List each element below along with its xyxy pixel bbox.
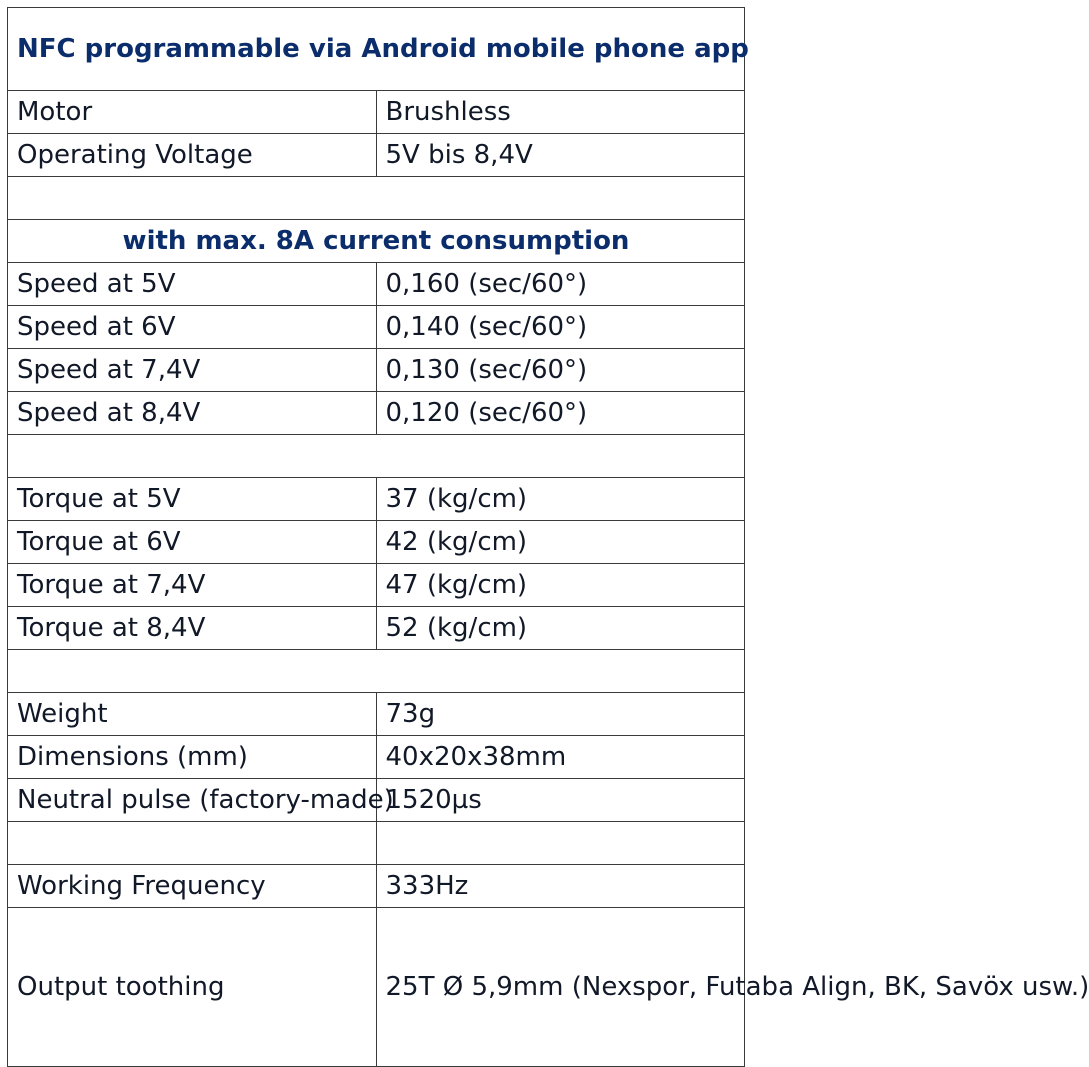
row-value: 52 (kg/cm) <box>376 607 745 650</box>
table-row <box>8 8 745 91</box>
table-row <box>8 392 745 435</box>
row-value: 25T Ø 5,9mm (Nexspor, Futaba Align, BK, Savöx usw.) <box>376 908 745 1067</box>
row-value: 5V bis 8,4V <box>376 134 745 177</box>
spacer-row <box>8 650 745 693</box>
table-row <box>8 349 745 392</box>
section-header: with max. 8A current consumption <box>8 220 745 263</box>
row-label: Torque at 7,4V <box>8 564 377 607</box>
table-row <box>8 607 745 650</box>
row-label: Motor <box>8 91 377 134</box>
empty-cell <box>8 435 745 478</box>
row-label: Operating Voltage <box>8 134 377 177</box>
row-value: 40x20x38mm <box>376 736 745 779</box>
spacer-row <box>8 435 745 478</box>
row-value: 42 (kg/cm) <box>376 521 745 564</box>
table-row <box>8 564 745 607</box>
spacer-row <box>8 177 745 220</box>
table-row <box>8 478 745 521</box>
row-label: Speed at 8,4V <box>8 392 377 435</box>
table-row <box>8 91 745 134</box>
row-label: Speed at 7,4V <box>8 349 377 392</box>
table-row <box>8 134 745 177</box>
row-value: 333Hz <box>376 865 745 908</box>
row-label: Neutral pulse (factory-made) <box>8 779 377 822</box>
empty-cell <box>376 822 745 865</box>
row-label: Torque at 5V <box>8 478 377 521</box>
row-label: Output toothing <box>8 908 377 1067</box>
empty-cell <box>8 650 745 693</box>
row-value: 37 (kg/cm) <box>376 478 745 521</box>
table-row <box>8 521 745 564</box>
row-value: 0,160 (sec/60°) <box>376 263 745 306</box>
row-value: 0,120 (sec/60°) <box>376 392 745 435</box>
row-value: 47 (kg/cm) <box>376 564 745 607</box>
row-label: Speed at 5V <box>8 263 377 306</box>
row-label: Torque at 8,4V <box>8 607 377 650</box>
spacer-row <box>8 822 745 865</box>
row-value: 73g <box>376 693 745 736</box>
empty-cell <box>8 177 745 220</box>
row-value: Brushless <box>376 91 745 134</box>
row-value: 0,130 (sec/60°) <box>376 349 745 392</box>
row-value: 0,140 (sec/60°) <box>376 306 745 349</box>
row-label: Torque at 6V <box>8 521 377 564</box>
table-row <box>8 736 745 779</box>
row-label: Weight <box>8 693 377 736</box>
row-value: 1520µs <box>376 779 745 822</box>
table-header: NFC programmable via Android mobile phone app <box>8 8 745 91</box>
table-row <box>8 220 745 263</box>
table-row <box>8 263 745 306</box>
spec-table <box>7 7 1089 1067</box>
row-label: Speed at 6V <box>8 306 377 349</box>
table-row <box>8 306 745 349</box>
table-row <box>8 865 745 908</box>
empty-cell <box>8 822 377 865</box>
table-row <box>8 693 745 736</box>
row-label: Working Frequency <box>8 865 377 908</box>
table-row <box>8 908 745 1067</box>
row-label: Dimensions (mm) <box>8 736 377 779</box>
table-row <box>8 779 745 822</box>
